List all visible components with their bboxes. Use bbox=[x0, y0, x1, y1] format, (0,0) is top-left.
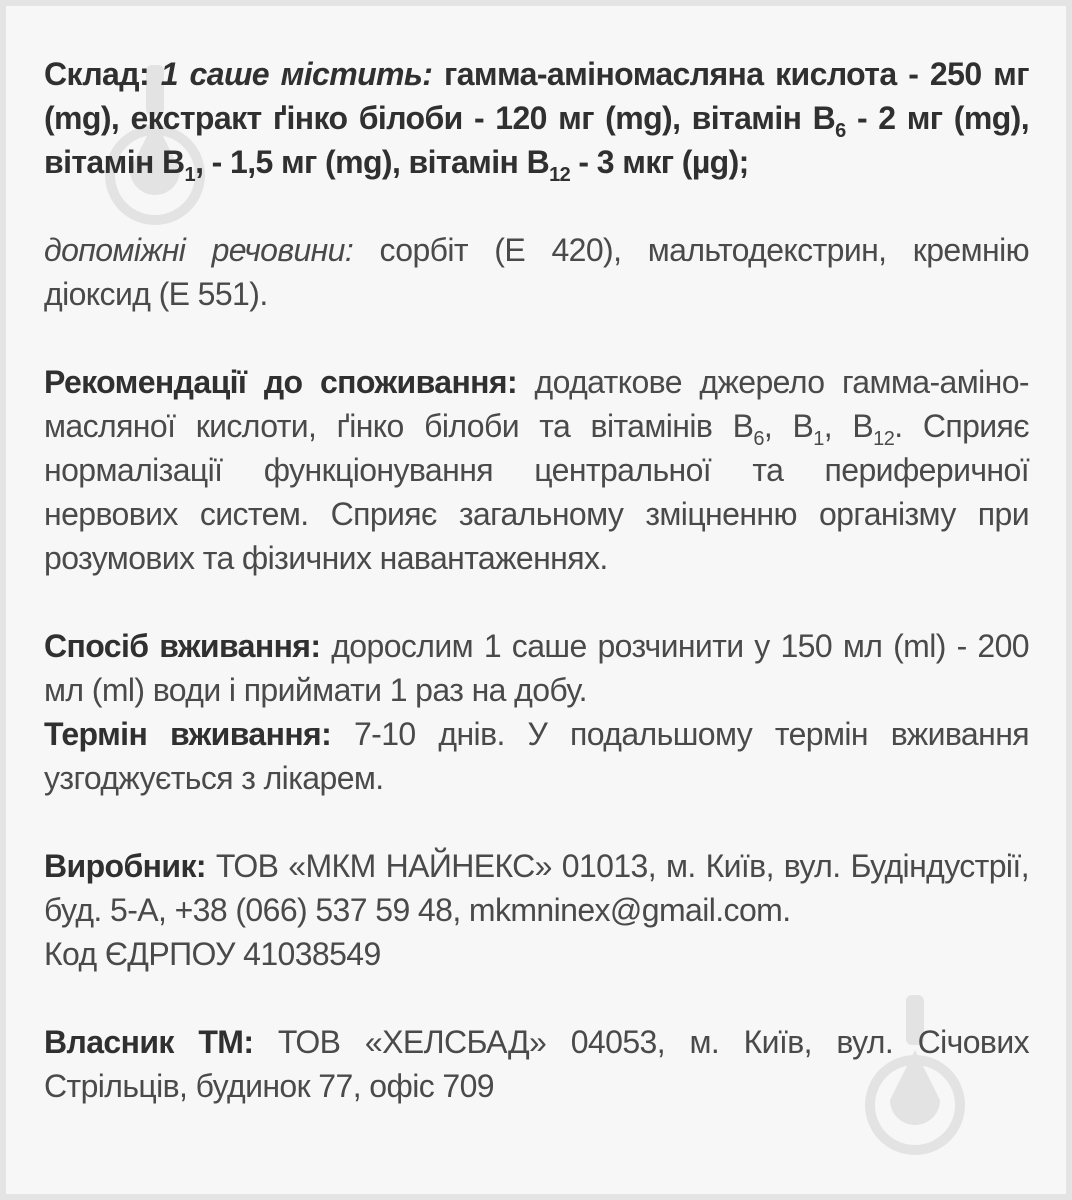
manufacturer-text: ТОВ «МКМ НАЙНЕКС» 01013, м. Київ, вул. Будіндустрії, буд. 5-А, +38 (066) 537 59 48, mkmninex@gmail.com. bbox=[44, 848, 1029, 928]
manufacturer-paragraph bbox=[44, 844, 1029, 932]
per-sachet-label: 1 саше містить: bbox=[160, 56, 433, 92]
subscript: 1 bbox=[184, 164, 196, 186]
recommendations-text: , B bbox=[763, 408, 814, 444]
spacer bbox=[44, 184, 1029, 228]
excipients-label: допоміжні речовини: bbox=[44, 232, 354, 268]
recommendations-text: . Сприяє нормалізації функціонування центральної та периферичної нервових систем. Сприяє загальному зміцненню організму при розумових та фізичних навантаженнях. bbox=[44, 408, 1030, 576]
registry-code: Код ЄДРПОУ 41038549 bbox=[44, 936, 381, 972]
usage-label: Спосіб вживання: bbox=[44, 628, 321, 664]
subscript: 12 bbox=[549, 164, 571, 186]
recommendations-text: , B bbox=[823, 408, 874, 444]
excipients-paragraph bbox=[44, 228, 1029, 316]
composition-heading: Склад: bbox=[44, 56, 150, 92]
composition-text: гамма-аміномасляна кислота - 250 мг (mg), екстракт ґінко білоби - 120 мг (mg), вітамін B bbox=[44, 56, 1029, 136]
composition-text: - 3 мкг (µg); bbox=[570, 144, 749, 180]
subscript: 12 bbox=[873, 428, 895, 450]
subscript: 6 bbox=[835, 120, 846, 142]
term-text: 7-10 днів. У подальшому термін вживання узгоджується з лікарем. bbox=[44, 716, 1029, 796]
recommendations-text: додаткове джерело гамма-аміно-масляної кислоти, ґінко білоби та вітамінів B bbox=[44, 364, 1029, 444]
spacer bbox=[44, 316, 1029, 360]
manufacturer-label: Виробник: bbox=[44, 848, 206, 884]
recommendations-label: Рекомендації до споживання: bbox=[44, 364, 518, 400]
recommendations-paragraph bbox=[44, 360, 1029, 580]
subscript: 6 bbox=[753, 428, 764, 450]
spacer bbox=[44, 800, 1029, 844]
composition-paragraph bbox=[44, 52, 1029, 184]
spacer bbox=[44, 976, 1029, 1020]
composition-text: , - 1,5 мг (mg), вітамін B bbox=[195, 144, 550, 180]
owner-text: ТОВ «ХЕЛСБАД» 04053, м. Київ, вул. Січових Стрільців, будинок 77, офіс 709 bbox=[44, 1024, 1030, 1104]
subscript: 1 bbox=[813, 428, 824, 450]
term-paragraph bbox=[44, 712, 1029, 800]
excipients-text: сорбіт (Е 420), мальтодекстрин, кремнію діоксид (Е 551). bbox=[44, 232, 1029, 312]
owner-paragraph bbox=[44, 1020, 1029, 1108]
composition-text: - 2 мг (mg), вітамін B bbox=[44, 100, 1029, 180]
owner-label: Власник ТМ: bbox=[44, 1024, 254, 1060]
usage-paragraph bbox=[44, 624, 1029, 712]
spacer bbox=[44, 580, 1029, 624]
label-text bbox=[44, 52, 1029, 1108]
term-label: Термін вживання: bbox=[44, 716, 332, 752]
usage-text: дорослим 1 саше розчинити у 150 мл (ml) - 200 мл (ml) води і приймати 1 раз на добу. bbox=[44, 628, 1030, 708]
